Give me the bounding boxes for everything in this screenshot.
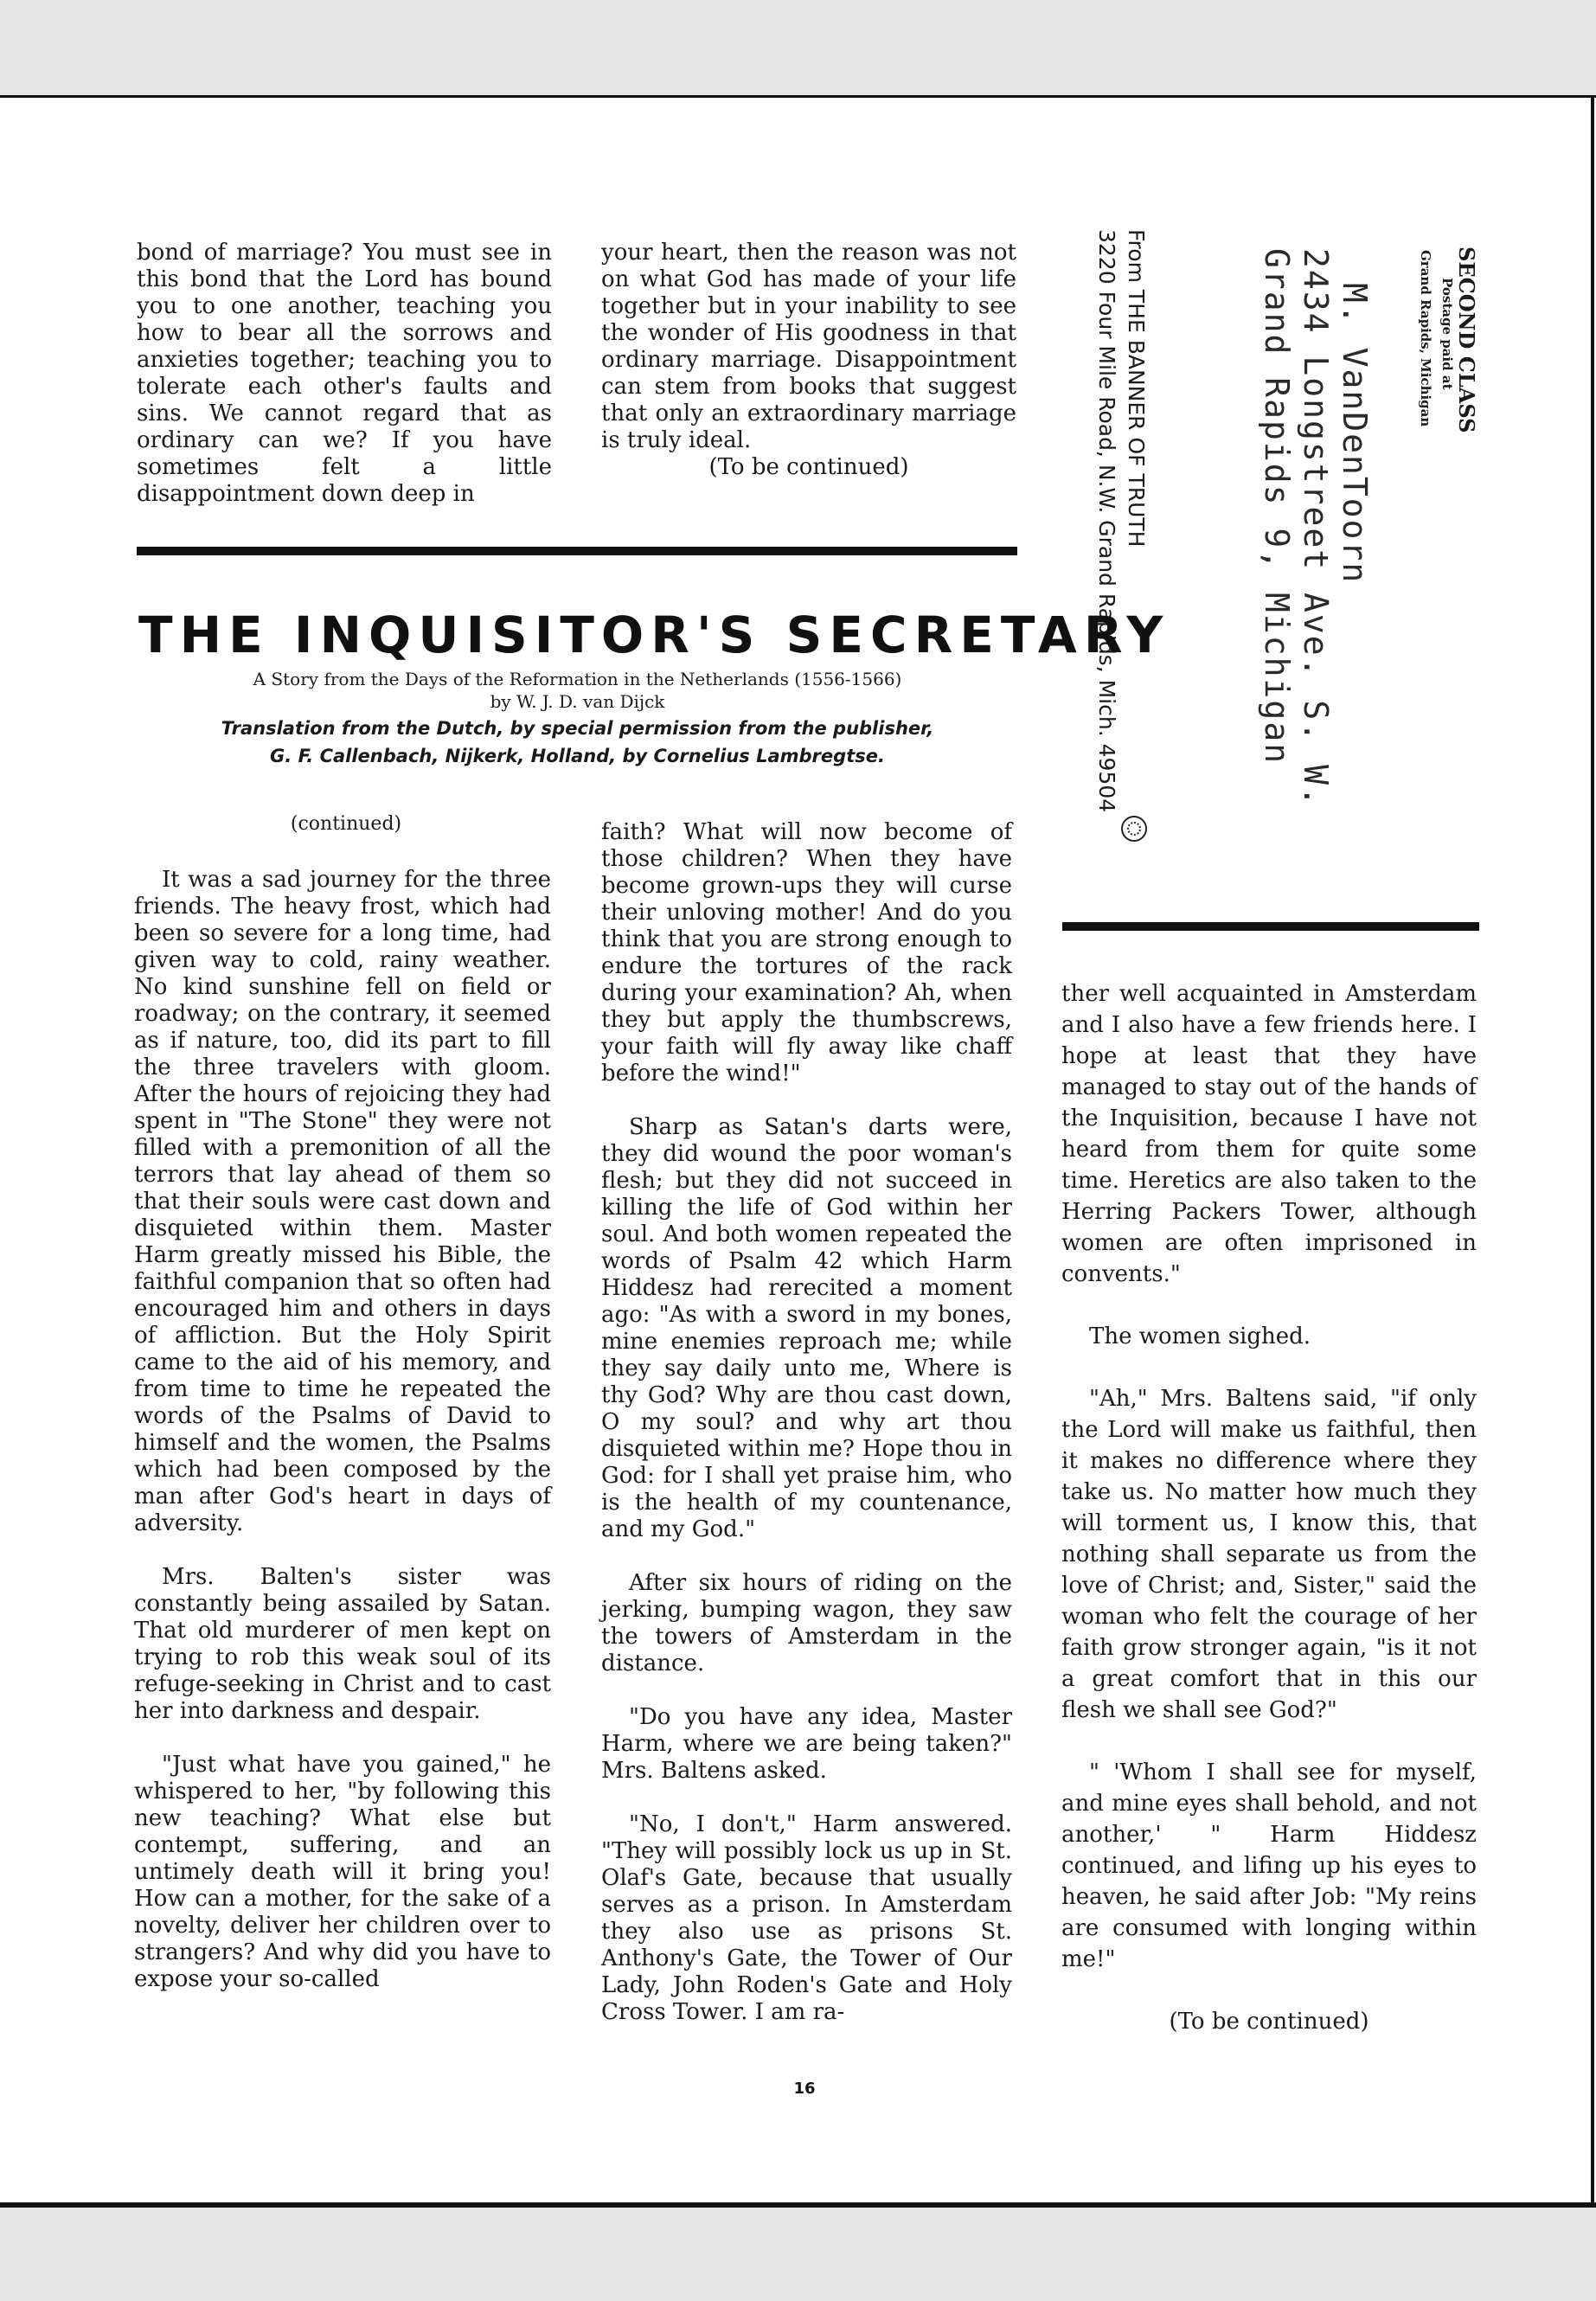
- right-border: [1591, 95, 1594, 2204]
- paragraph: "No, I don't," Harm answered. "They will possibly lock us up in St. Olaf's Gate, because that usually serves as a prison. In Amsterdam they also use as prisons St. Anthony's Gate, the Tower of Our Lady, John Roden's Gate and Holy Cross Tower. I am ra-: [601, 1811, 1012, 2025]
- paragraph: your heart, then the reason was not on what God has made of your life together but in your inability to see the wonder of His goodness in that ordinary marriage. Disappointment can stem from books that suggest that only an extraordinary marriage is truly ideal.: [601, 240, 1016, 453]
- paragraph: It was a sad journey for the three friends. The heavy frost, which had been so severe for a long time, had given way to cold, rainy weather. No kind sunshine fell on field or roadway; on the contrary, it seemed as if nature, too, did its part to fill the three travelers with gloom. After the hours of rejoicing they had spent in "The Stone" they were not filled with a premonition of all the terrors that lay ahead of them so that their souls were cast down and disquieted within them. Master Harm greatly missed his Bible, the faithful companion that so often had encouraged him and others in days of affliction. But the Holy Spirit came to the aid of his memory, and from time to time he repeated the words of the Psalms of David to himself and the women, the Psalms which had been composed by the man after God's heart in days of adversity.: [134, 867, 551, 1536]
- paragraph: ther well acquainted in Amsterdam and I also have a few friends here. I hope at least that they have managed to stay out of the hands of the Inquisition, because I have not heard from them for quite some time. Heretics are also taken to the Herring Packers Tower, although women are often imprisoned in convents.": [1061, 981, 1477, 1287]
- bottom-border: [0, 2202, 1596, 2208]
- top-middle-column: [601, 240, 1016, 481]
- paragraph: "Just what have you gained," he whispered to her, "by following this new teaching? What else but contempt, suffering, and an untimely death will it bring you! How can a mother, for the sake of a novelty, deliver her children over to strangers? And why did you have to expose your so-called: [134, 1752, 551, 1992]
- article-subtitle: A Story from the Days of the Reformation in the Netherlands (1556-1566): [253, 669, 902, 689]
- paragraph: The women sighed.: [1089, 1324, 1311, 1349]
- union-seal-icon: [1121, 816, 1147, 842]
- paragraph: "Do you have any idea, Master Harm, where we are being taken?" Mrs. Baltens asked.: [601, 1704, 1012, 1784]
- paragraph: Sharp as Satan's darts were, they did wound the poor woman's flesh; but they did not succeed in killing the life of God within her soul. And both women repeated the words of Psalm 42 which Harm Hiddesz had rerecited a moment ago: "As with a sword in my bones, mine enemies reproach me; while they say daily unto me, Where is thy God? Why are thou cast down, O my soul? and why art thou disquieted within me? Hope thou in God: for I shall yet praise him, who is the health of my countenance, and my God.": [601, 1114, 1012, 1542]
- translation-credit-line-2: G. F. Callenbach, Nijkerk, Holland, by Cornelius Lambregtse.: [270, 746, 885, 766]
- article-column-3: [1061, 978, 1477, 2037]
- paragraph: Mrs. Balten's sister was constantly being assailed by Satan. That old murderer of men kept on trying to rob this weak soul of its refuge-seeking in Christ and to cast her into darkness and despair.: [134, 1564, 551, 1724]
- page-number: 16: [793, 2080, 816, 2098]
- postage-place: Grand Rapids, Michigan: [1418, 250, 1433, 427]
- address-street: 2434 Longstreet Ave. S. W.: [1297, 248, 1335, 808]
- to-be-continued: (To be continued): [708, 454, 909, 480]
- paragraph: " 'Whom I shall see for myself, and mine eyes shall behold, and not another,' " Harm Hiddesz continued, and lifing up his eyes to heaven, he said after Job: "My reins are consumed with longing within me!": [1061, 1759, 1477, 1972]
- from-line: From THE BANNER OF TRUTH: [1124, 229, 1149, 548]
- translation-credit-line-1: Translation from the Dutch, by special permission from the publisher,: [221, 718, 934, 739]
- top-border: [0, 95, 1596, 98]
- section-divider: [137, 547, 1017, 555]
- address-name: M. VanDenToorn: [1336, 283, 1374, 585]
- article-column-1: [134, 867, 551, 1993]
- mailing-divider: [1062, 922, 1479, 931]
- paragraph: bond of marriage? You must see in this bond that the Lord has bound you to one another, teaching you how to bear all the sorrows and anxieties together; teaching you to tolerate each other's faults and sins. We cannot regard that as ordinary can we? If you have sometimes felt a little disappointment down deep in: [137, 240, 552, 507]
- paragraph: After six hours of riding on the jerking, bumping wagon, they saw the towers of Amsterdam in the distance.: [601, 1570, 1012, 1676]
- paragraph: faith? What will now become of those children? When they have become grown-ups they will curse their unloving mother! And do you think that you are strong enough to endure the tortures of the rack during your examination? Ah, when they but apply the thumbscrews, your faith will fly away like chaff before the wind!": [601, 819, 1012, 1086]
- to-be-continued: (To be continued): [1169, 2009, 1369, 2035]
- postage-class: SECOND CLASS: [1454, 247, 1479, 433]
- article-column-2: [601, 819, 1012, 2026]
- address-city: Grand Rapids 9, Michigan: [1258, 248, 1296, 766]
- mailing-label: [1055, 229, 1505, 813]
- continued-label: (continued): [290, 813, 402, 835]
- article-title: THE INQUISITOR'S SECRETARY: [138, 606, 1170, 664]
- postage-line: Postage paid at: [1439, 278, 1455, 390]
- from-address: 3220 Four Mile Road, N.W. Grand Rapids, Mich. 49504: [1094, 229, 1119, 813]
- top-left-column: [137, 240, 552, 508]
- paragraph: "Ah," Mrs. Baltens said, "if only the Lord will make us faithful, then it makes no difference where they take us. No matter how much they will torment us, I know this, that nothing shall separate us from the love of Christ; and, Sister," said the woman who felt the courage of her faith grow stronger again, "is it not a great comfort that in this our flesh we shall see God?": [1061, 1386, 1477, 1723]
- article-byline: by W. J. D. van Dijck: [490, 691, 665, 712]
